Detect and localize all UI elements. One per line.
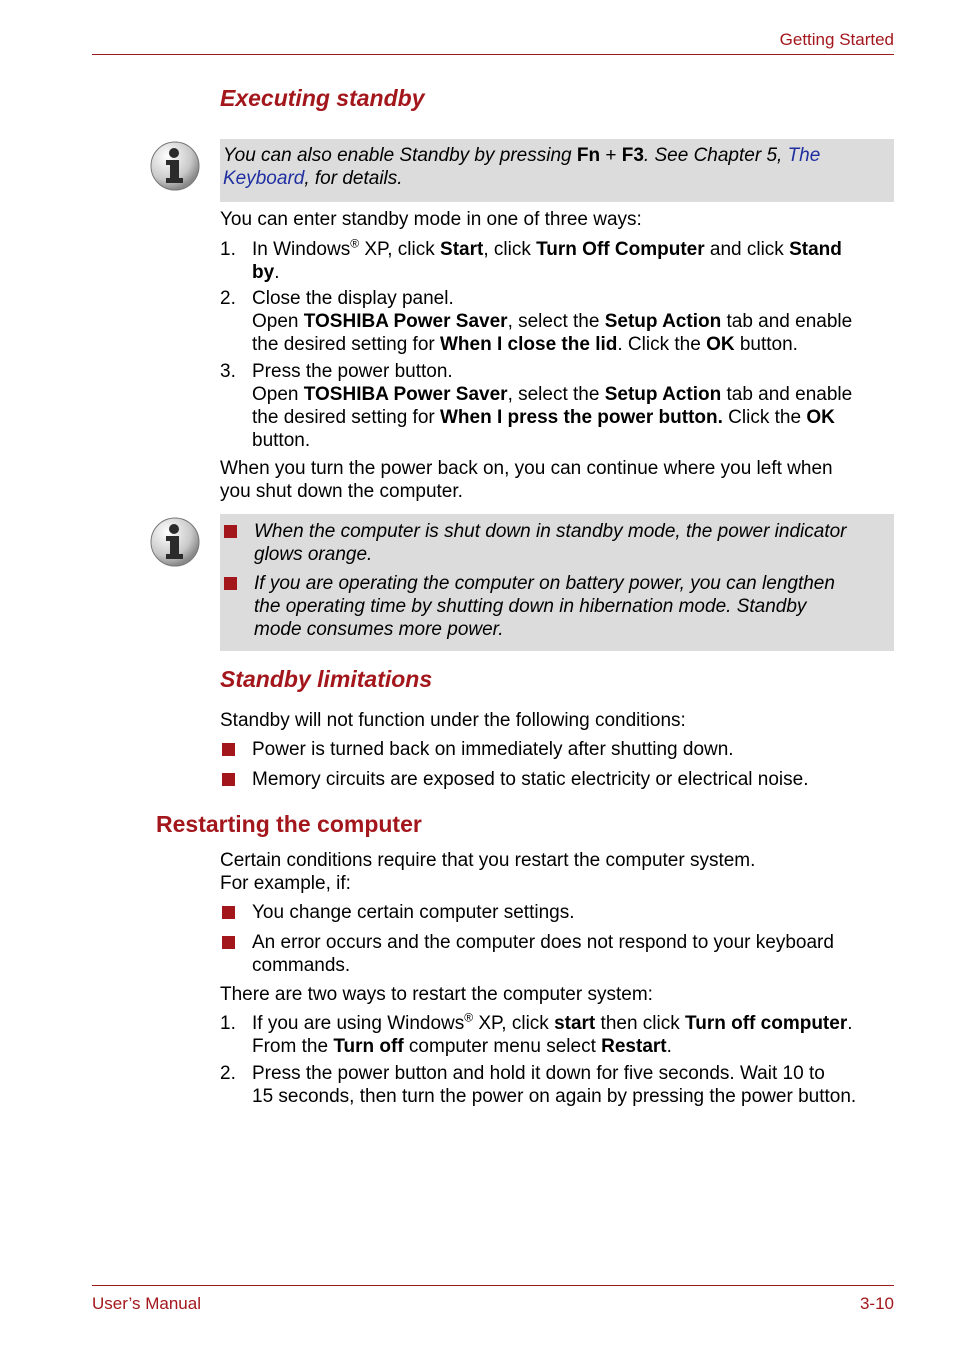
page-number: 3-10 — [859, 1294, 894, 1313]
resume-paragraph: When you turn the power back on, you can continue where you left when you shut down the computer. — [220, 458, 833, 502]
limitation-item-1: Power is turned back on immediately after shutting down. — [252, 739, 734, 760]
standby-step-3: Press the power button. Open TOSHIBA Power Saver, select the Setup Action tab and enable the desired setting for When I press the power button. Click the OK button. — [252, 361, 853, 451]
restart-step-2: Press the power button and hold it down for five seconds. Wait 10 to 15 seconds, then turn the power on again by pressing the power button. — [252, 1063, 857, 1107]
footer-manual-title: User’s Manual — [92, 1294, 201, 1313]
standby-step-1: In Windows® XP, click Start, click Turn Off Computer and click Stand by. — [252, 236, 842, 283]
note-box-standby-notes — [220, 514, 894, 651]
step-number: 1. — [220, 239, 236, 260]
keyboard-chapter-link-cont[interactable]: Keyboard — [223, 168, 305, 189]
note-line-1: You can also enable Standby by pressing Fn + F3. See Chapter 5, The — [223, 145, 821, 166]
note-bullet-2: If you are operating the computer on battery power, you can lengthen the operating time by shutting down in hibernation mode. Standby mode consumes more power. — [254, 573, 835, 640]
restart-condition-2: An error occurs and the computer does not respond to your keyboard commands. — [252, 932, 834, 976]
restart-step-1: If you are using Windows® XP, click start then click Turn off computer. From the Turn off computer menu select Restart. — [252, 1010, 853, 1057]
step-number: 1. — [220, 1013, 236, 1034]
limitations-intro: Standby will not function under the following conditions: — [220, 710, 686, 731]
step-number: 2. — [220, 1063, 236, 1084]
standby-step-2: Close the display panel. Open TOSHIBA Power Saver, select the Setup Action tab and enable the desired setting for When I close the lid. Click the OK button. — [252, 288, 853, 355]
limitation-item-2: Memory circuits are exposed to static electricity or electrical noise. — [252, 769, 809, 790]
bullet-square — [222, 773, 235, 786]
step-number: 2. — [220, 288, 236, 309]
note-bullet-1: When the computer is shut down in standby mode, the power indicator glows orange. — [254, 521, 847, 565]
bullet-square — [224, 525, 237, 538]
note-box-keyboard-shortcut — [220, 139, 894, 202]
bullet-square — [222, 906, 235, 919]
note-line-2: Keyboard, for details. — [223, 168, 403, 189]
section-title-executing-standby: Executing standby — [220, 85, 425, 111]
bullet-square — [222, 743, 235, 756]
header-rule — [92, 54, 894, 55]
step-number: 3. — [220, 361, 236, 382]
running-header: Getting Started — [779, 30, 894, 49]
section-title-standby-limitations: Standby limitations — [220, 666, 433, 692]
standby-intro: You can enter standby mode in one of three ways: — [220, 209, 642, 230]
info-icon — [150, 141, 200, 191]
restart-ways-intro: There are two ways to restart the computer system: — [220, 984, 653, 1005]
restart-intro: Certain conditions require that you restart the computer system. For example, if: — [220, 850, 756, 894]
bullet-square — [224, 577, 237, 590]
bullet-square — [222, 936, 235, 949]
info-icon — [150, 517, 200, 567]
keyboard-chapter-link[interactable]: The — [787, 145, 821, 166]
footer-rule — [92, 1285, 894, 1286]
restart-condition-1: You change certain computer settings. — [252, 902, 575, 923]
section-title-restarting: Restarting the computer — [156, 811, 422, 837]
